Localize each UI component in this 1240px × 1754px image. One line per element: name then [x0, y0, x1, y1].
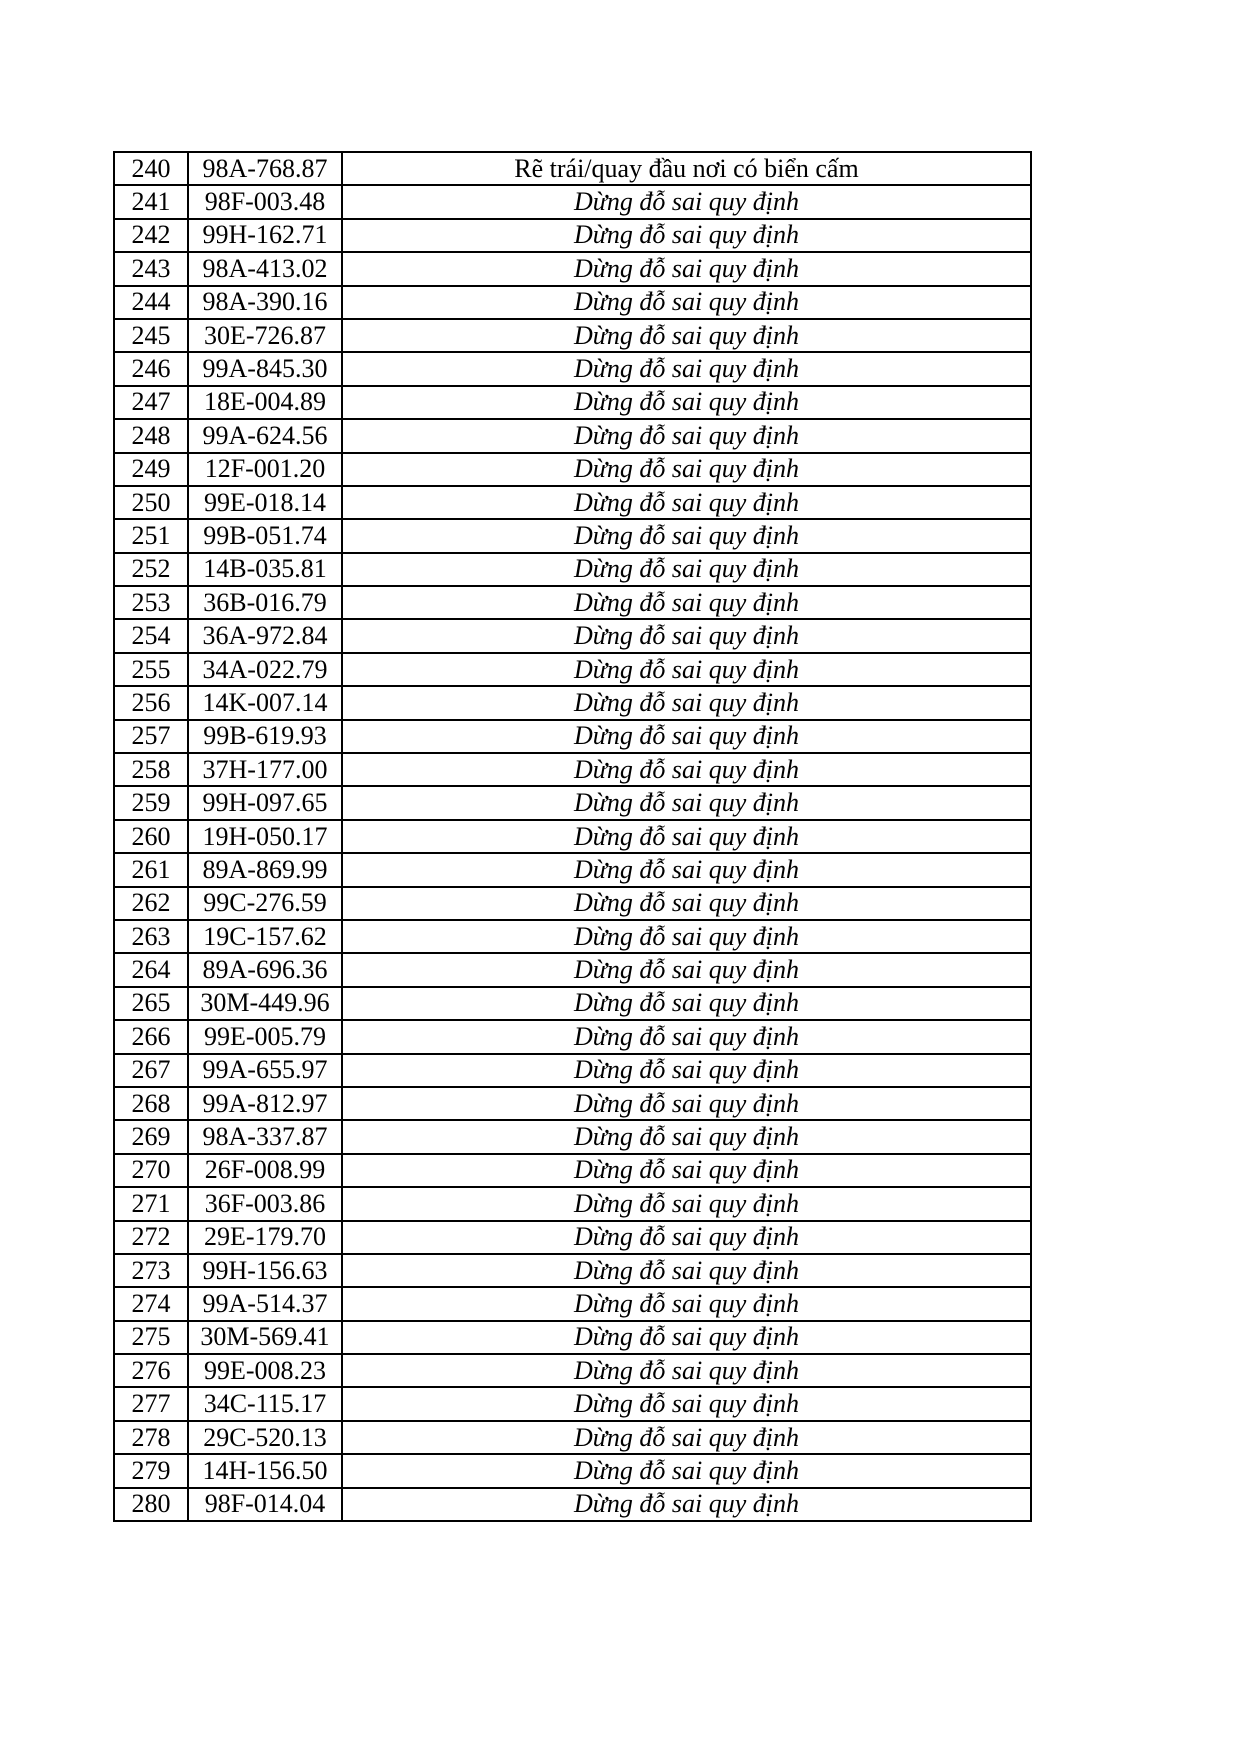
table-row [114, 1154, 1031, 1187]
violation-cell: Dừng đỗ sai quy định [342, 720, 1031, 753]
license-plate-cell: 99C-276.59 [188, 887, 342, 920]
violation-cell: Dừng đỗ sai quy định [342, 386, 1031, 419]
row-number-cell: 263 [114, 920, 188, 953]
table-row [114, 686, 1031, 719]
row-number-cell: 264 [114, 953, 188, 986]
violation-cell: Dừng đỗ sai quy định [342, 185, 1031, 218]
license-plate-cell: 99A-845.30 [188, 352, 342, 385]
license-plate-cell: 37H-177.00 [188, 753, 342, 786]
violation-cell: Dừng đỗ sai quy định [342, 286, 1031, 319]
row-number-cell: 261 [114, 853, 188, 886]
violation-cell: Dừng đỗ sai quy định [342, 1387, 1031, 1420]
violation-cell: Dừng đỗ sai quy định [342, 352, 1031, 385]
license-plate-cell: 30M-449.96 [188, 987, 342, 1020]
license-plate-cell: 98A-337.87 [188, 1120, 342, 1153]
table-row [114, 386, 1031, 419]
license-plate-cell: 36B-016.79 [188, 586, 342, 619]
violation-cell: Dừng đỗ sai quy định [342, 686, 1031, 719]
license-plate-cell: 98A-390.16 [188, 286, 342, 319]
row-number-cell: 278 [114, 1421, 188, 1454]
license-plate-cell: 12F-001.20 [188, 453, 342, 486]
license-plate-cell: 98F-014.04 [188, 1488, 342, 1521]
license-plate-cell: 36F-003.86 [188, 1187, 342, 1220]
table-row [114, 152, 1031, 185]
license-plate-cell: 98A-768.87 [188, 152, 342, 185]
table-row [114, 1421, 1031, 1454]
violation-cell: Dừng đỗ sai quy định [342, 1087, 1031, 1120]
table-row [114, 1488, 1031, 1521]
table-row [114, 185, 1031, 218]
license-plate-cell: 99A-655.97 [188, 1054, 342, 1087]
row-number-cell: 252 [114, 553, 188, 586]
license-plate-cell: 99A-812.97 [188, 1087, 342, 1120]
table-row [114, 1454, 1031, 1487]
table-row [114, 1020, 1031, 1053]
row-number-cell: 262 [114, 887, 188, 920]
row-number-cell: 248 [114, 419, 188, 452]
row-number-cell: 254 [114, 619, 188, 652]
license-plate-cell: 34C-115.17 [188, 1387, 342, 1420]
table-row [114, 820, 1031, 853]
violation-cell: Dừng đỗ sai quy định [342, 853, 1031, 886]
license-plate-cell: 99H-097.65 [188, 786, 342, 819]
row-number-cell: 257 [114, 720, 188, 753]
table-row [114, 1321, 1031, 1354]
row-number-cell: 270 [114, 1154, 188, 1187]
row-number-cell: 244 [114, 286, 188, 319]
table-row [114, 720, 1031, 753]
violation-cell: Dừng đỗ sai quy định [342, 920, 1031, 953]
row-number-cell: 259 [114, 786, 188, 819]
violation-cell: Dừng đỗ sai quy định [342, 486, 1031, 519]
row-number-cell: 273 [114, 1254, 188, 1287]
row-number-cell: 275 [114, 1321, 188, 1354]
violation-cell: Dừng đỗ sai quy định [342, 1120, 1031, 1153]
row-number-cell: 249 [114, 453, 188, 486]
row-number-cell: 271 [114, 1187, 188, 1220]
row-number-cell: 265 [114, 987, 188, 1020]
violation-cell: Dừng đỗ sai quy định [342, 252, 1031, 285]
violation-cell: Dừng đỗ sai quy định [342, 753, 1031, 786]
table-row [114, 753, 1031, 786]
row-number-cell: 279 [114, 1454, 188, 1487]
table-row [114, 1120, 1031, 1153]
violation-cell: Dừng đỗ sai quy định [342, 1054, 1031, 1087]
license-plate-cell: 99H-156.63 [188, 1254, 342, 1287]
row-number-cell: 267 [114, 1054, 188, 1087]
table-row [114, 319, 1031, 352]
violation-cell: Dừng đỗ sai quy định [342, 953, 1031, 986]
license-plate-cell: 99E-005.79 [188, 1020, 342, 1053]
row-number-cell: 250 [114, 486, 188, 519]
license-plate-cell: 99A-514.37 [188, 1287, 342, 1320]
table-row [114, 419, 1031, 452]
license-plate-cell: 19C-157.62 [188, 920, 342, 953]
table-row [114, 1054, 1031, 1087]
violation-cell: Dừng đỗ sai quy định [342, 1421, 1031, 1454]
row-number-cell: 268 [114, 1087, 188, 1120]
table-row [114, 1387, 1031, 1420]
license-plate-cell: 30E-726.87 [188, 319, 342, 352]
table-row [114, 953, 1031, 986]
license-plate-cell: 99H-162.71 [188, 219, 342, 252]
table-row [114, 786, 1031, 819]
table-row [114, 1187, 1031, 1220]
license-plate-cell: 99B-619.93 [188, 720, 342, 753]
license-plate-cell: 14K-007.14 [188, 686, 342, 719]
row-number-cell: 258 [114, 753, 188, 786]
row-number-cell: 260 [114, 820, 188, 853]
table-row [114, 653, 1031, 686]
violation-cell: Dừng đỗ sai quy định [342, 987, 1031, 1020]
violation-cell: Dừng đỗ sai quy định [342, 1254, 1031, 1287]
license-plate-cell: 29E-179.70 [188, 1221, 342, 1254]
violation-cell: Dừng đỗ sai quy định [342, 519, 1031, 552]
violation-cell: Dừng đỗ sai quy định [342, 619, 1031, 652]
row-number-cell: 272 [114, 1221, 188, 1254]
table-row [114, 1087, 1031, 1120]
row-number-cell: 277 [114, 1387, 188, 1420]
violations-table [113, 151, 1032, 1522]
violation-cell: Dừng đỗ sai quy định [342, 553, 1031, 586]
license-plate-cell: 26F-008.99 [188, 1154, 342, 1187]
license-plate-cell: 99A-624.56 [188, 419, 342, 452]
license-plate-cell: 99B-051.74 [188, 519, 342, 552]
violation-cell: Dừng đỗ sai quy định [342, 786, 1031, 819]
table-row [114, 987, 1031, 1020]
license-plate-cell: 19H-050.17 [188, 820, 342, 853]
table-row [114, 519, 1031, 552]
violation-cell: Dừng đỗ sai quy định [342, 1488, 1031, 1521]
license-plate-cell: 98A-413.02 [188, 252, 342, 285]
table-row [114, 619, 1031, 652]
table-row [114, 286, 1031, 319]
license-plate-cell: 34A-022.79 [188, 653, 342, 686]
license-plate-cell: 18E-004.89 [188, 386, 342, 419]
table-row [114, 586, 1031, 619]
row-number-cell: 246 [114, 352, 188, 385]
violation-cell: Dừng đỗ sai quy định [342, 1187, 1031, 1220]
row-number-cell: 242 [114, 219, 188, 252]
license-plate-cell: 89A-869.99 [188, 853, 342, 886]
row-number-cell: 274 [114, 1287, 188, 1320]
license-plate-cell: 29C-520.13 [188, 1421, 342, 1454]
table-row [114, 887, 1031, 920]
violation-cell: Dừng đỗ sai quy định [342, 1321, 1031, 1354]
row-number-cell: 251 [114, 519, 188, 552]
table-body [114, 152, 1031, 1521]
row-number-cell: 269 [114, 1120, 188, 1153]
row-number-cell: 243 [114, 252, 188, 285]
license-plate-cell: 99E-008.23 [188, 1354, 342, 1387]
row-number-cell: 280 [114, 1488, 188, 1521]
table-row [114, 1354, 1031, 1387]
license-plate-cell: 36A-972.84 [188, 619, 342, 652]
violation-cell: Dừng đỗ sai quy định [342, 1020, 1031, 1053]
table-row [114, 1254, 1031, 1287]
table-row [114, 252, 1031, 285]
violation-cell: Dừng đỗ sai quy định [342, 453, 1031, 486]
violation-cell: Rẽ trái/quay đầu nơi có biển cấm [342, 152, 1031, 185]
table-row [114, 453, 1031, 486]
row-number-cell: 247 [114, 386, 188, 419]
violation-cell: Dừng đỗ sai quy định [342, 219, 1031, 252]
row-number-cell: 276 [114, 1354, 188, 1387]
row-number-cell: 266 [114, 1020, 188, 1053]
license-plate-cell: 98F-003.48 [188, 185, 342, 218]
row-number-cell: 241 [114, 185, 188, 218]
violation-cell: Dừng đỗ sai quy định [342, 820, 1031, 853]
violation-cell: Dừng đỗ sai quy định [342, 653, 1031, 686]
violation-cell: Dừng đỗ sai quy định [342, 419, 1031, 452]
table-row [114, 219, 1031, 252]
table-row [114, 486, 1031, 519]
violation-cell: Dừng đỗ sai quy định [342, 319, 1031, 352]
violation-cell: Dừng đỗ sai quy định [342, 1287, 1031, 1320]
table-row [114, 553, 1031, 586]
violation-cell: Dừng đỗ sai quy định [342, 586, 1031, 619]
license-plate-cell: 14H-156.50 [188, 1454, 342, 1487]
violation-cell: Dừng đỗ sai quy định [342, 1354, 1031, 1387]
license-plate-cell: 89A-696.36 [188, 953, 342, 986]
table-row [114, 1221, 1031, 1254]
table-row [114, 853, 1031, 886]
row-number-cell: 256 [114, 686, 188, 719]
violation-cell: Dừng đỗ sai quy định [342, 1221, 1031, 1254]
table-row [114, 1287, 1031, 1320]
license-plate-cell: 99E-018.14 [188, 486, 342, 519]
row-number-cell: 253 [114, 586, 188, 619]
license-plate-cell: 30M-569.41 [188, 1321, 342, 1354]
license-plate-cell: 14B-035.81 [188, 553, 342, 586]
violation-cell: Dừng đỗ sai quy định [342, 887, 1031, 920]
row-number-cell: 245 [114, 319, 188, 352]
violation-cell: Dừng đỗ sai quy định [342, 1454, 1031, 1487]
row-number-cell: 255 [114, 653, 188, 686]
table-row [114, 352, 1031, 385]
row-number-cell: 240 [114, 152, 188, 185]
table-row [114, 920, 1031, 953]
violation-cell: Dừng đỗ sai quy định [342, 1154, 1031, 1187]
